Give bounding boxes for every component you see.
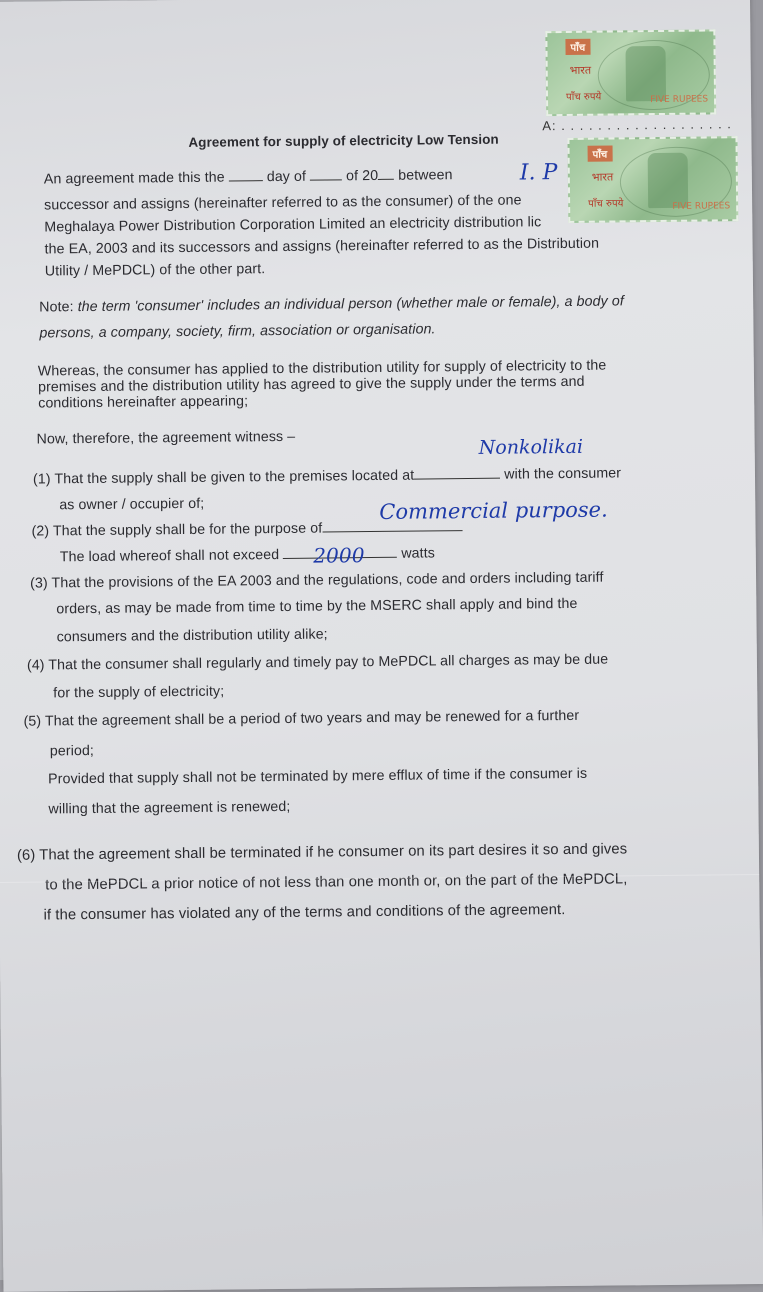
handwritten-consumer-name: I. P <box>519 160 558 186</box>
intro-line-5: Utility / MePDCL) of the other part. <box>44 261 266 280</box>
note-label: Note: <box>39 299 74 316</box>
clause-6-line-1: (6) That the agreement shall be terminated if he consumer on its part desires it so and gives <box>16 841 628 864</box>
clause-1-text-a: (1) That the supply shall be given to the premises located at <box>32 467 415 488</box>
signature-initial: A: <box>542 118 557 134</box>
clause-2-line-2 <box>59 543 436 568</box>
clause-5-line-1: (5) That the agreement shall be a period of two years and may be renewed for a further <box>23 707 580 730</box>
stamp-five-rupees-text: FIVE RUPEES <box>672 201 731 212</box>
intro-text-a: An agreement made this the <box>43 169 225 188</box>
witness-line: Now, therefore, the agreement witness – <box>36 428 296 448</box>
clause-3-line-2: orders, as may be made from time to time by the MSERC shall apply and bind the <box>56 595 578 618</box>
stamp-bharat-text: भारत <box>569 63 592 77</box>
intro-text-b: day of <box>266 168 307 186</box>
intro-text-c: of 20 <box>346 167 379 185</box>
revenue-stamp-bottom <box>567 136 738 223</box>
note-line-2: persons, a company, society, firm, association or organisation. <box>39 321 436 342</box>
intro-line-3: Meghalaya Power Distribution Corporation Limited an electricity distribution lic <box>44 214 542 236</box>
clause-6-line-3: if the consumer has violated any of the terms and conditions of the agreement. <box>43 902 566 924</box>
clause-5-line-3: Provided that supply shall not be terminated by mere efflux of time if the consumer is <box>48 765 588 788</box>
clause-2-text-c: watts <box>401 545 436 562</box>
clause-1-line-1 <box>33 465 621 487</box>
clause-6-line-2: to the MePDCL a prior notice of not less than one month or, on the part of the MePDCL, <box>45 871 628 894</box>
revenue-stamp-top <box>545 29 716 116</box>
intro-text-d: between <box>398 167 453 184</box>
note-text-1: the term 'consumer' includes an individual person (whether male or female), a body of <box>77 293 624 316</box>
whereas-line-2: premises and the distribution utility has agreed to give the supply under the terms and <box>37 373 585 396</box>
handwritten-load: 2000 <box>313 543 365 568</box>
handwritten-purpose: Commercial purpose. <box>379 497 608 524</box>
clause-3-line-3: consumers and the distribution utility alike; <box>56 626 328 646</box>
signature-dotted-line: A: . . . . . . . . . . . . . . . . . . . <box>542 116 732 134</box>
stamp-tag: पाँच <box>588 145 613 161</box>
clause-4-line-2: for the supply of electricity; <box>53 683 225 702</box>
clause-2-text-a: (2) That the supply shall be for the purpose of <box>31 520 323 540</box>
intro-line-2: successor and assigns (hereinafter referred to as the consumer) of the one <box>44 192 522 214</box>
clause-4-line-1: (4) That the consumer shall regularly and timely pay to MePDCL all charges as may be due <box>26 651 609 674</box>
stamp-tag: पाँच <box>565 39 590 55</box>
clause-1-line-2: as owner / occupier of; <box>59 495 205 514</box>
intro-line-1 <box>44 167 453 187</box>
handwritten-location: Nonkolikai <box>478 435 584 459</box>
stamp-bharat-text: भारत <box>591 170 614 184</box>
clause-2-text-b: The load whereof shall not exceed <box>59 547 280 566</box>
whereas-line-3: conditions hereinafter appearing; <box>38 393 249 412</box>
note-line-1 <box>39 293 624 315</box>
stamp-five-rupees-text: FIVE RUPEES <box>650 94 709 106</box>
clause-1-text-b: with the consumer <box>504 465 622 483</box>
intro-line-4: the EA, 2003 and its successors and assigns (hereinafter referred to as the Distribution <box>44 235 600 258</box>
whereas-line-1: Whereas, the consumer has applied to the distribution utility for supply of electricity to the <box>37 357 607 380</box>
clause-3-line-1: (3) That the provisions of the EA 2003 and the regulations, code and orders including tariff <box>30 569 604 592</box>
stamp-rupee-text: पाँच रुपये <box>588 198 624 210</box>
stamp-rupee-text: पाँच रुपये <box>565 91 602 103</box>
page-title: Agreement for supply of electricity Low Tension <box>188 131 499 150</box>
clause-5-line-2: period; <box>49 742 95 760</box>
clause-5-line-4: willing that the agreement is renewed; <box>48 798 291 818</box>
